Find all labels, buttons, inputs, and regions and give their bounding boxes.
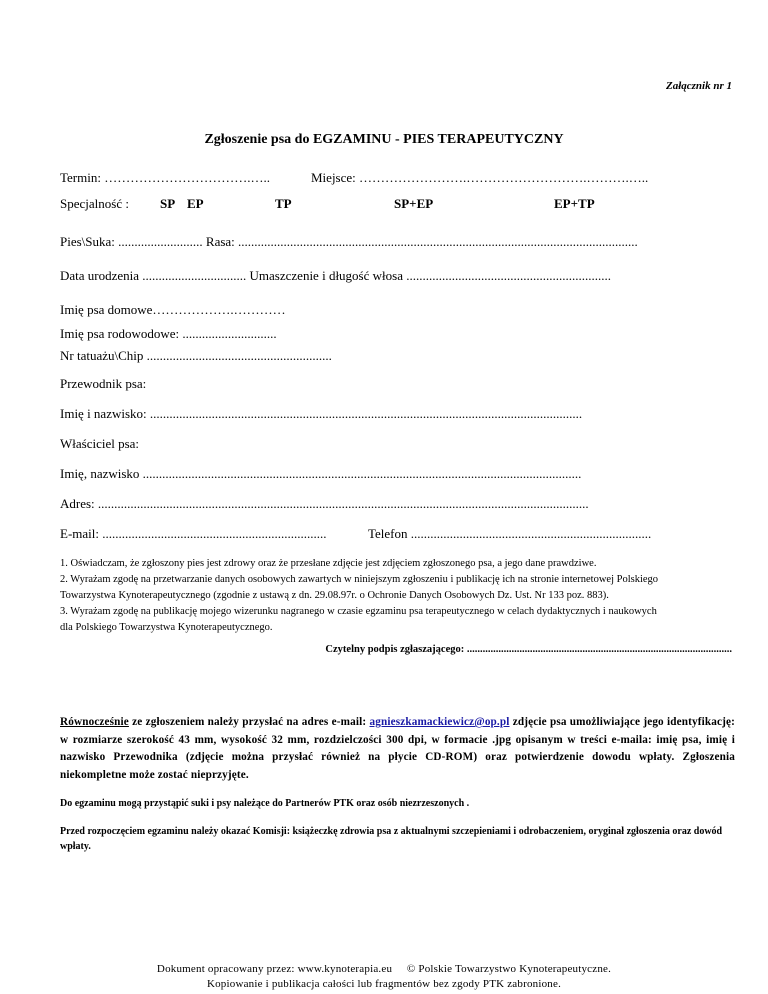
data-urodzenia-field[interactable]: Data urodzenia ................................ Umaszczenie i długość włosa ............................................................... [60,268,611,283]
notice-text-1: ze zgłoszeniem należy przysłać na adres e-mail: [128,716,370,728]
option-ep-tp[interactable]: EP+TP [554,196,595,211]
imie-rodowodowe-field[interactable]: Imię psa rodowodowe: ............................. [60,326,277,341]
option-tp[interactable]: TP [275,196,292,211]
option-ep[interactable]: EP [187,196,204,211]
wlasciciel-header: Właściciel psa: [60,436,140,451]
telefon-field[interactable]: Telefon .......................................................................... [368,526,652,541]
specjalnosc-label: Specjalność : [60,196,129,211]
declaration-2: 2. Wyrażam zgodę na przetwarzanie danych osobowych zawartych w niniejszym zgłoszeniu i publikację ich na stronie internetowej Polskiego [60,574,659,585]
footer-copyright: © Polskie Towarzystwo Kynoterapeutyczne. [406,963,612,975]
participation-note: Do egzaminu mogą przystąpić suki i psy należące do Partnerów PTK oraz osób niezrzeszonych . [60,798,470,809]
option-sp[interactable]: SP [160,196,176,211]
przewodnik-name-field[interactable]: Imię i nazwisko: ..................................................................................................................................... [60,406,583,421]
notice-lead: Równocześnie [60,716,129,728]
email-link[interactable]: agnieszkamackiewicz@op.pl [369,716,510,728]
przewodnik-header: Przewodnik psa: [60,376,147,391]
email-field[interactable]: E-mail: ..................................................................... [60,526,327,541]
pies-suka-rasa-field[interactable]: Pies\Suka: .......................... Rasa: ........................................................................................................................... [60,234,638,249]
declaration-2-cont: Towarzystwa Kynoterapeutycznego (zgodnie z ustawą z dn. 29.08.97r. o Ochronie Danych Osobowych Dz. Ust. Nr 133 poz. 883). [60,590,609,601]
declaration-3-cont: dla Polskiego Towarzystwa Kynoterapeutycznego. [60,622,273,633]
notice-text-2: zdjęcie psa umożliwiające jego identyfikację: w rozmiarze szerokość 43 mm, wysokość 32 mm, rozdzielczości 300 dpi, w formacie .jpg opisanym w treści e-maila: imię psa, imię i nazwisko Przewodnika (zdjęcie można przysłać również na płycie CD-ROM) oraz potwierdzenie dowodu wpłaty. Zgłoszenia niekompletne może zostać nieprzyjęte. [60,716,736,781]
exam-requirements-note: Przed rozpoczęciem egzaminu należy okazać Komisji: książeczkę zdrowia psa z aktualnymi szczepieniami i odrobaczeniem, oryginał zgłoszenia oraz dowód wpłaty. [60,826,723,852]
footer-author: Dokument opracowany przez: www.kynoterapia.eu [156,963,393,975]
option-sp-ep[interactable]: SP+EP [394,196,434,211]
form-title: Zgłoszenie psa do EGZAMINU - PIES TERAPEUTYCZNY [204,132,564,147]
declaration-3: 3. Wyrażam zgodę na publikację mojego wizerunku nagranego w czasie egzaminu psa terapeutycznego w celach dydaktycznych i naukowych [60,606,657,617]
wlasciciel-name-field[interactable]: Imię, nazwisko ....................................................................................................................................... [60,466,582,481]
footer [0,962,768,992]
annex-label: Załącznik nr 1 [665,80,732,92]
nr-tatuazu-field[interactable]: Nr tatuażu\Chip ......................................................... [60,348,332,363]
declaration-1: 1. Oświadczam, że zgłoszony pies jest zdrowy oraz że przesłane zdjęcie jest zdjęciem zgłoszonego psa, a jego dane prawdziwe. [60,558,597,569]
termin-field[interactable]: Termin: …………………………….….. [60,170,270,185]
notice-paragraph [60,714,735,784]
adres-field[interactable]: Adres: ....................................................................................................................................................... [60,496,589,511]
footer-restriction: Kopiowanie i publikacja całości lub fragmentów bez zgody PTK zabronione. [206,978,562,990]
miejsce-field[interactable]: Miejsce: …………………….……………………….……….….. [311,170,649,185]
imie-domowe-field[interactable]: Imię psa domowe……………….………… [60,302,286,317]
signature-field[interactable]: Czytelny podpis zgłaszającego: ..................................................................................................... [325,644,732,655]
declarations [60,556,732,636]
